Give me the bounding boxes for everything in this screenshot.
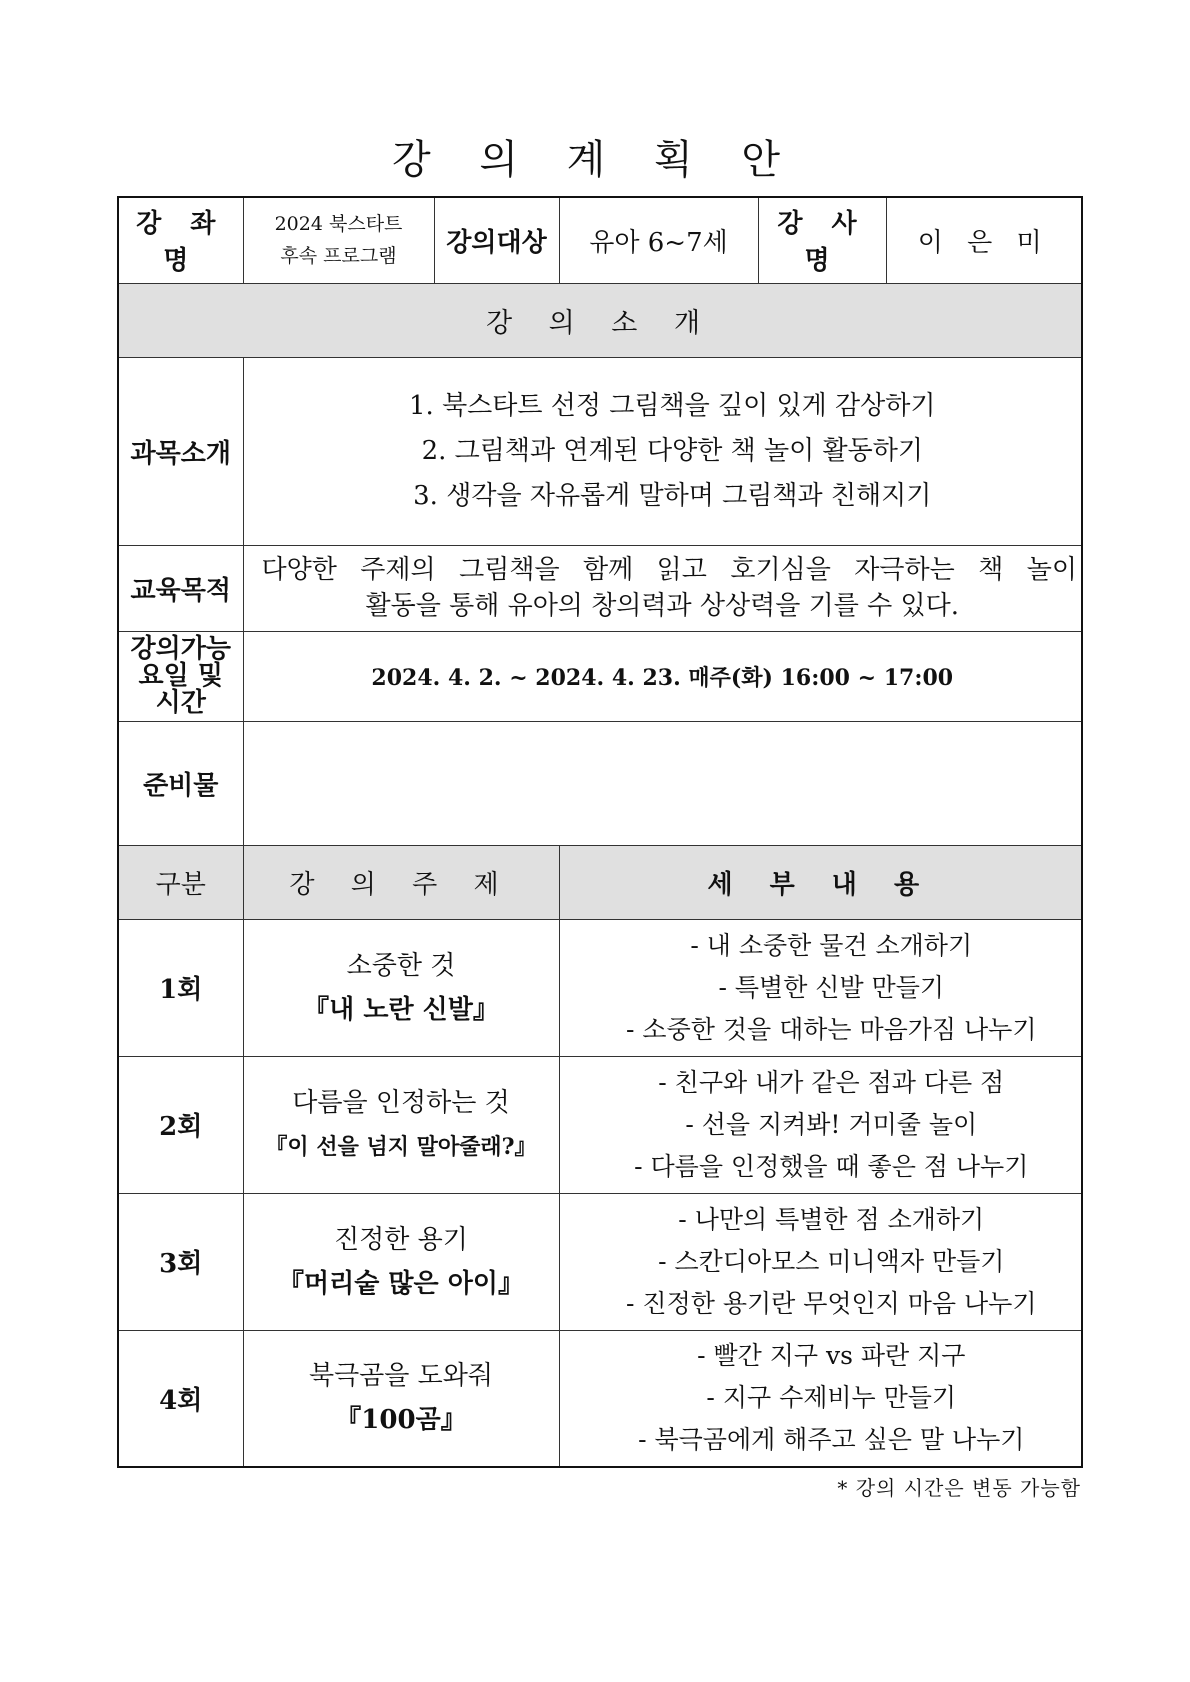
session-book-title: 『내 노란 신발』	[303, 994, 499, 1025]
session-details	[559, 919, 1082, 1056]
session-detail-item: - 친구와 내가 같은 점과 다른 점	[658, 1067, 1005, 1097]
goal-row	[118, 545, 1082, 631]
instructor-label: 강 사 명	[758, 197, 886, 283]
session-row	[118, 1056, 1082, 1193]
session-row	[118, 1193, 1082, 1330]
session-book-title: 『100곰』	[335, 1405, 467, 1436]
session-round: 3회	[118, 1193, 243, 1330]
session-detail-item: - 다름을 인정했을 때 좋은 점 나누기	[634, 1151, 1029, 1181]
session-book-title: 『이 선을 넘지 말아줄래?』	[265, 1133, 537, 1160]
session-topic: 소중한 것	[346, 950, 456, 981]
session-detail-item: - 특별한 신발 만들기	[718, 972, 944, 1002]
materials-value	[243, 721, 1082, 845]
session-topic-cell	[243, 1330, 559, 1467]
session-topic-cell	[243, 919, 559, 1056]
session-detail-item: - 지구 수제비누 만들기	[706, 1383, 957, 1413]
header-row	[118, 197, 1082, 283]
section-intro-heading: 강 의 소 개	[118, 283, 1082, 357]
plan-col-round: 구분	[118, 845, 243, 919]
session-book-title: 『머리숱 많은 아이』	[278, 1268, 524, 1299]
session-detail-item: - 빨간 지구 vs 파란 지구	[697, 1341, 966, 1371]
session-topic-cell	[243, 1193, 559, 1330]
session-round: 4회	[118, 1330, 243, 1467]
schedule-label-line3: 시간	[155, 687, 206, 718]
plan-col-topic: 강 의 주 제	[243, 845, 559, 919]
session-details	[559, 1193, 1082, 1330]
subject-item-1: 1. 북스타트 선정 그림책을 깊이 있게 감상하기	[409, 390, 936, 421]
goal-line-1: 다양한 주제의 그림책을 함께 읽고 호기심을 자극하는 책 놀이	[261, 555, 1077, 585]
session-detail-item: - 선을 지켜봐! 거미줄 놀이	[685, 1109, 978, 1139]
plan-col-details: 세 부 내 용	[559, 845, 1082, 919]
section-intro-row	[118, 283, 1082, 357]
session-topic: 북극곰을 도와줘	[308, 1361, 494, 1392]
subject-list	[243, 357, 1082, 545]
session-row	[118, 1330, 1082, 1467]
target-label: 강의대상	[434, 197, 559, 283]
materials-label: 준비물	[118, 721, 243, 845]
subject-row	[118, 357, 1082, 545]
lecture-plan-table	[117, 196, 1083, 1468]
instructor-value: 이 은 미	[886, 197, 1082, 283]
session-topic: 진정한 용기	[334, 1224, 468, 1255]
materials-row	[118, 721, 1082, 845]
course-name-line1: 2024 북스타트	[274, 213, 403, 236]
course-name-line2: 후속 프로그램	[280, 245, 397, 268]
subject-item-3: 3. 생각을 자유롭게 말하며 그림책과 친해지기	[413, 480, 932, 511]
session-details	[559, 1330, 1082, 1467]
session-row	[118, 919, 1082, 1056]
session-detail-item: - 소중한 것을 대하는 마음가짐 나누기	[626, 1014, 1037, 1044]
schedule-value: 2024. 4. 2. ~ 2024. 4. 23. 매주(화) 16:00 ~ 17:00	[243, 631, 1082, 721]
goal-label: 교육목적	[118, 545, 243, 631]
schedule-row	[118, 631, 1082, 721]
subject-item-2: 2. 그림책과 연계된 다양한 책 놀이 활동하기	[421, 435, 923, 466]
session-topic-cell	[243, 1056, 559, 1193]
session-detail-item: - 내 소중한 물건 소개하기	[690, 930, 973, 960]
course-label: 강 좌 명	[118, 197, 243, 283]
document-title: 강 의 계 획 안	[391, 137, 799, 183]
session-round: 1회	[118, 919, 243, 1056]
footnote: * 강의 시간은 변동 가능함	[837, 1476, 1081, 1500]
goal-line-2: 활동을 통해 유아의 창의력과 상상력을 기를 수 있다.	[365, 591, 960, 621]
session-round: 2회	[118, 1056, 243, 1193]
session-detail-item: - 북극곰에게 해주고 싶은 말 나누기	[638, 1425, 1025, 1455]
target-value: 유아 6~7세	[559, 197, 758, 283]
session-details	[559, 1056, 1082, 1193]
schedule-label-line1: 강의가능	[130, 633, 231, 664]
course-name	[243, 197, 434, 283]
schedule-label-line2: 요일 및	[138, 660, 223, 691]
session-detail-item: - 진정한 용기란 무엇인지 마음 나누기	[626, 1288, 1037, 1318]
session-detail-item: - 나만의 특별한 점 소개하기	[678, 1204, 985, 1234]
session-topic: 다름을 인정하는 것	[292, 1087, 510, 1118]
plan-header-row	[118, 845, 1082, 919]
goal-text	[243, 545, 1082, 631]
session-detail-item: - 스칸디아모스 미니액자 만들기	[658, 1246, 1005, 1276]
subject-label: 과목소개	[118, 357, 243, 545]
schedule-label	[118, 631, 243, 721]
